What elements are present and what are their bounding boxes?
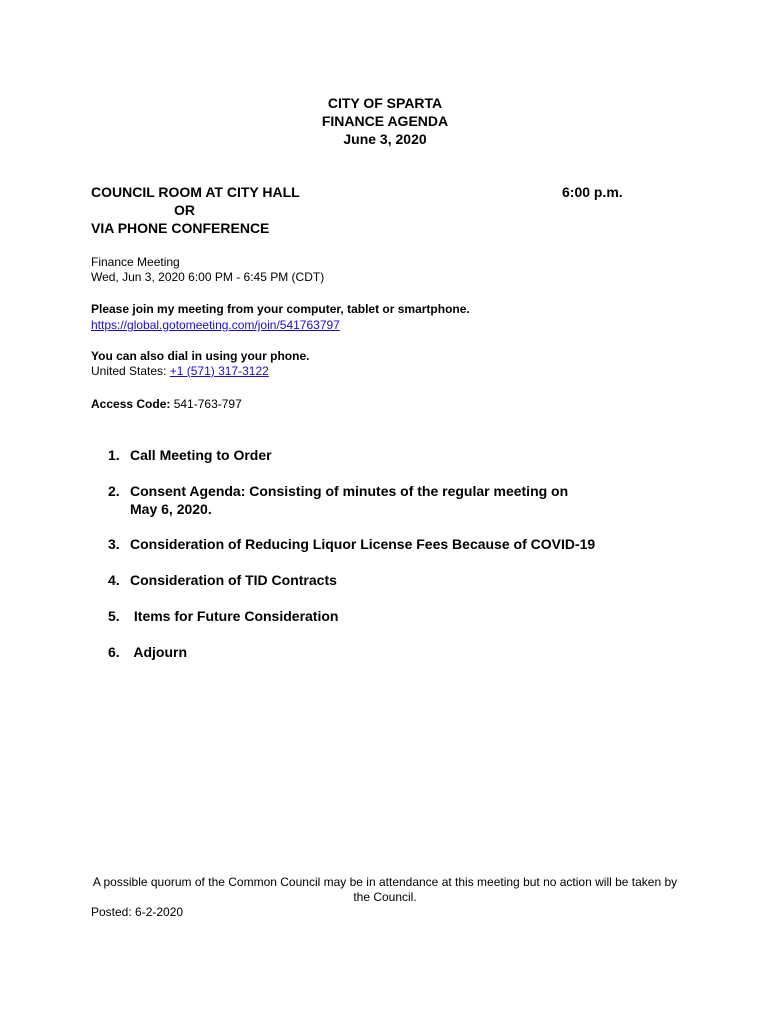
access-code-value: 541-763-797	[170, 397, 242, 411]
meeting-name: Finance Meeting	[91, 255, 180, 269]
agenda-item-number: 5.	[108, 608, 120, 624]
dial-country-label: United States:	[91, 364, 170, 378]
agenda-item-number: 3.	[108, 536, 120, 552]
agenda-item-text: Consideration of TID Contracts	[130, 572, 337, 588]
agenda-item-number: 4.	[108, 572, 120, 588]
meeting-time: 6:00 p.m.	[562, 184, 623, 200]
agenda-item-number: 6.	[108, 644, 120, 660]
posted-date: Posted: 6-2-2020	[91, 905, 184, 919]
agenda-item-5	[108, 607, 668, 625]
agenda-item-text-continued: May 6, 2020.	[130, 501, 212, 517]
header-line-date: June 3, 2020	[343, 131, 427, 147]
agenda-item-6	[108, 643, 668, 661]
agenda-item-3	[108, 535, 668, 553]
access-code-line	[91, 397, 242, 412]
meeting-datetime: Wed, Jun 3, 2020 6:00 PM - 6:45 PM (CDT)	[91, 270, 325, 284]
agenda-item-1	[108, 446, 668, 464]
agenda-item-text: Adjourn	[130, 644, 188, 660]
access-code-label: Access Code:	[91, 397, 171, 411]
header-line-city: CITY OF SPARTA	[327, 95, 443, 111]
agenda-item-text: Consent Agenda: Consisting of minutes of the regular meeting on	[130, 483, 569, 499]
quorum-note: A possible quorum of the Common Council may be in attendance at this meeting but no action will be taken by the Council.	[92, 875, 678, 904]
agenda-item-text: Consideration of Reducing Liquor License Fees Because of COVID-19	[130, 536, 596, 552]
dial-phone-link[interactable]: +1 (571) 317-3122	[169, 364, 269, 378]
agenda-item-number: 2.	[108, 483, 120, 499]
join-instruction: Please join my meeting from your computer, tablet or smartphone.	[91, 302, 470, 316]
agenda-item-text: Items for Future Consideration	[130, 608, 339, 624]
dial-line	[91, 364, 269, 379]
location-or: OR	[174, 202, 195, 218]
location-room: COUNCIL ROOM AT CITY HALL	[91, 184, 300, 200]
header-line-agenda: FINANCE AGENDA	[321, 113, 449, 129]
agenda-item-text: Call Meeting to Order	[130, 447, 272, 463]
join-link[interactable]: https://global.gotomeeting.com/join/541763797	[91, 318, 340, 332]
agenda-item-2	[108, 482, 668, 518]
agenda-item-4	[108, 571, 668, 589]
dial-instruction: You can also dial in using your phone.	[91, 349, 310, 363]
location-phone-conference: VIA PHONE CONFERENCE	[91, 220, 270, 236]
agenda-item-number: 1.	[108, 447, 120, 463]
